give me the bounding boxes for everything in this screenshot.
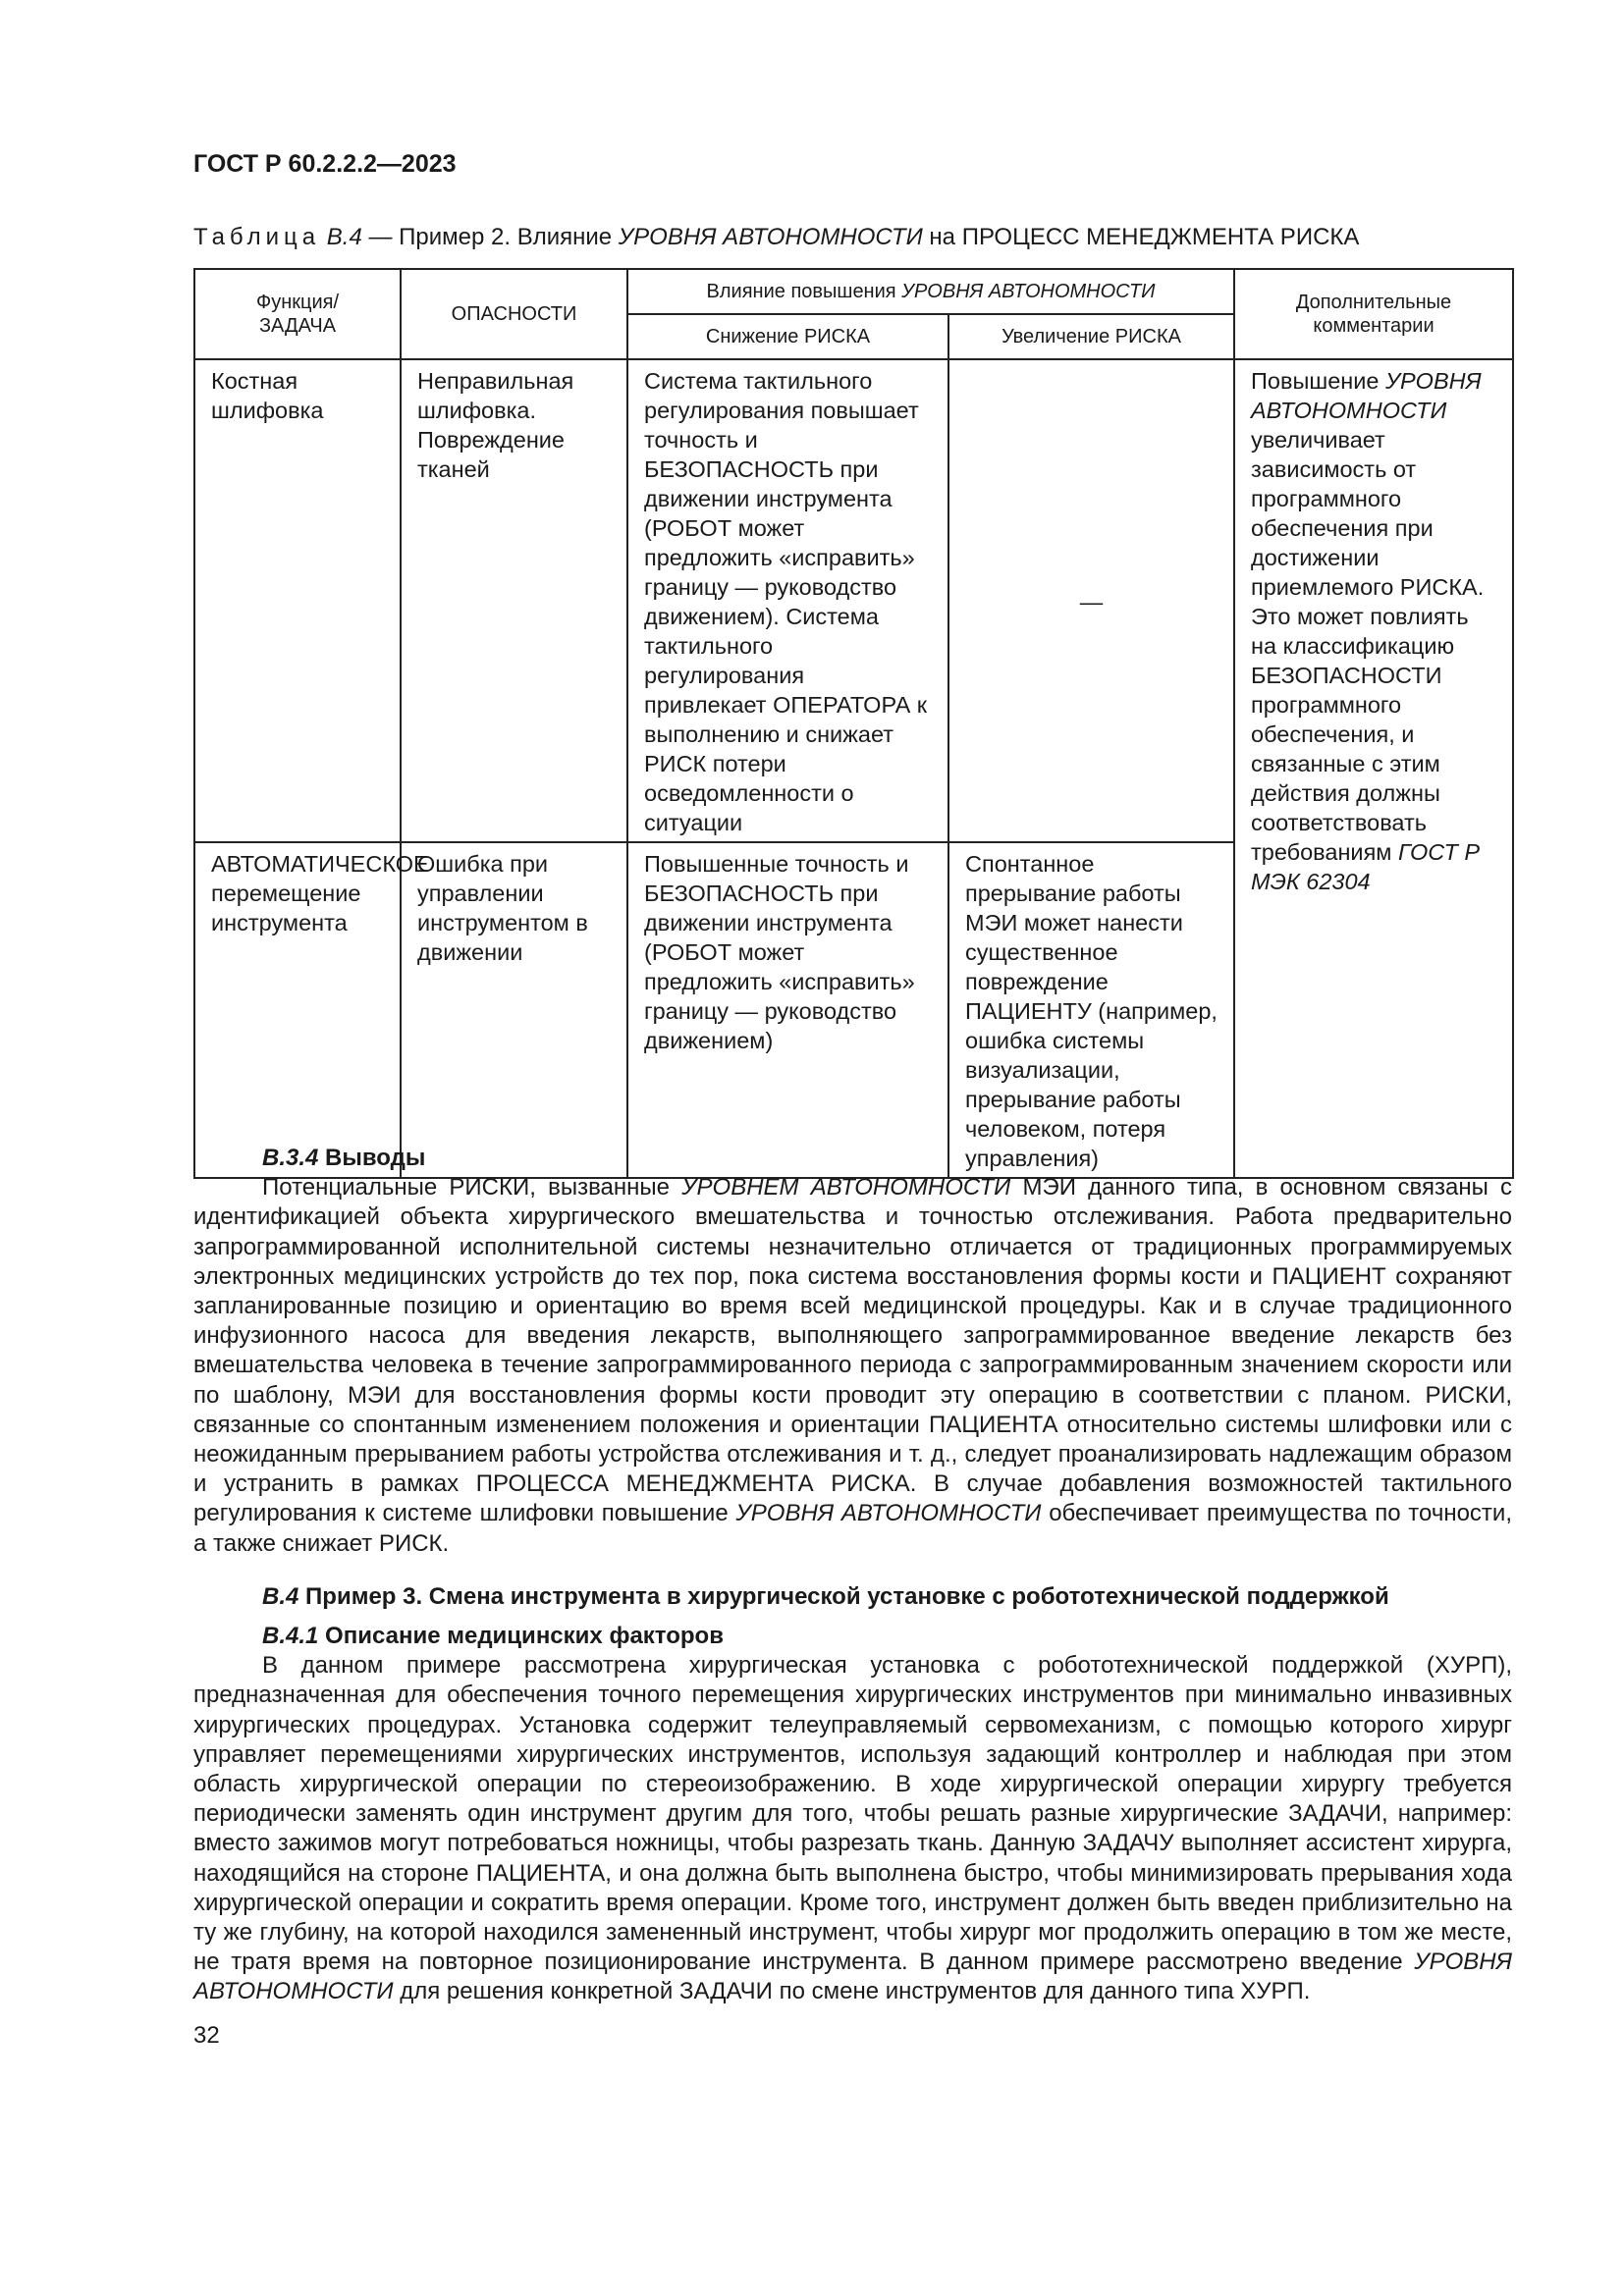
row1-function: Костная шлифовка xyxy=(194,359,401,842)
header-hazards: ОПАСНОСТИ xyxy=(401,269,627,359)
section-b4 xyxy=(193,1582,1512,1612)
risk-table xyxy=(193,268,1514,1179)
section-b34 xyxy=(193,1144,1512,1559)
comment-cell: Повышение УРОВНЯ АВТОНОМНОСТИ увеличивает зависимость от программного обеспечения при достижении приемлемого РИСКА. Это может повлиять на классификацию БЕЗОПАСНОСТИ программного обеспечения, и связанные с этим действия должны соответствовать требованиям ГОСТ Р МЭК 62304 xyxy=(1234,359,1513,1178)
section-b34-heading: В.3.4 Выводы xyxy=(262,1145,426,1171)
table-caption-text: — Пример 2. Влияние xyxy=(361,224,619,250)
section-b41 xyxy=(193,1622,1512,2007)
page-number: 32 xyxy=(193,2022,220,2049)
table-caption-italic: УРОВНЯ АВТОНОМНОСТИ xyxy=(618,224,923,250)
header-risk-increase: Увеличение РИСКА xyxy=(948,314,1234,359)
header-function: Функция/ ЗАДАЧА xyxy=(194,269,401,359)
row1-hazard: Неправильная шлифовка. Повреждение тканей xyxy=(401,359,627,842)
table-caption-number: В.4 xyxy=(326,224,362,250)
document-header: ГОСТ Р 60.2.2.2—2023 xyxy=(193,150,457,178)
section-b4-heading: В.4 Пример 3. Смена инструмента в хирургической установке с робототехнической поддержкой xyxy=(262,1583,1389,1610)
row2-risk-increase: Спонтанное прерывание работы МЭИ может нанести существенное повреждение ПАЦИЕНТУ (например, ошибка системы визуализации, прерывание работы человеком, потеря управления) xyxy=(948,842,1234,1178)
header-influence: Влияние повышения УРОВНЯ АВТОНОМНОСТИ xyxy=(627,269,1234,314)
row1-risk-increase: — xyxy=(948,359,1234,842)
header-risk-decrease: Снижение РИСКА xyxy=(627,314,948,359)
table-caption xyxy=(193,224,1359,251)
section-b41-heading: В.4.1 Описание медицинских факторов xyxy=(262,1623,724,1649)
row2-function: АВТОМАТИЧЕСКОЕ перемещение инструмента xyxy=(194,842,401,1178)
table-caption-text-end: на ПРОЦЕСС МЕНЕДЖМЕНТА РИСКА xyxy=(922,224,1360,250)
section-b34-paragraph: Потенциальные РИСКИ, вызванные УРОВНЕМ АВТОНОМНОСТИ МЭИ данного типа, в основном связаны с идентификацией объекта хирургического вмешательства и точностью отслеживания. Работа предварительно запрограммированной исполнительной системы незначительно отличается от традиционных программируемых электронных медицинских устройств до тех пор, пока система восстановления формы кости и ПАЦИЕНТ сохраняют запланированные позицию и ориентацию во время всей медицинской процедуры. Как и в случае традиционного инфузионного насоса для введения лекарств, выполняющего запрограммированное введение лекарств без вмешательства человека в течение запрограммированного периода с запрограммированным значением скорости или по шаблону, МЭИ для восстановления формы кости проводит эту операцию в соответствии с планом. РИСКИ, связанные со спонтанным изменением положения и ориентации ПАЦИЕНТА относительно системы шлифовки или с неожиданным прерыванием работы устройства отслеживания и т. д., следует проанализировать надлежащим образом и устранить в рамках ПРОЦЕССА МЕНЕДЖМЕНТА РИСКА. В случае добавления возможностей тактильного регулирования к системе шлифовки повышение УРОВНЯ АВТОНОМНОСТИ обеспечивает преимущества по точности, а также снижает РИСК. xyxy=(193,1174,1513,1557)
row2-risk-decrease: Повышенные точность и БЕЗОПАСНОСТЬ при движении инструмента (РОБОТ может предложить «исправить» границу — руководство движением) xyxy=(627,842,948,1178)
row2-hazard: Ошибка при управлении инструментом в движении xyxy=(401,842,627,1178)
row1-risk-decrease: Система тактильного регулирования повышает точность и БЕЗОПАСНОСТЬ при движении инструмента (РОБОТ может предложить «исправить» границу — руководство движением). Система тактильного регулирования привлекает ОПЕРАТОРА к выполнению и снижает РИСК потери осведомленности о ситуации xyxy=(627,359,948,842)
header-comments: Дополнительные комментарии xyxy=(1234,269,1513,359)
table-caption-word: Таблица xyxy=(193,224,321,250)
section-b41-paragraph: В данном примере рассмотрена хирургическая установка с робототехнической поддержкой (ХУРП), предназначенная для обеспечения точного перемещения хирургических инструментов при минимально инвазивных хирургических процедурах. Установка содержит телеуправляемый сервомеханизм, с помощью которого хирург управляет перемещениями хирургических инструментов, используя задающий контроллер и наблюдая при этом область хирургической операции по стереоизображению. В ходе хирургической операции хирургу требуется периодически заменять один инструмент другим для того, чтобы решать разные хирургические ЗАДАЧИ, например: вместо зажимов могут потребоваться ножницы, чтобы разрезать ткань. Данную ЗАДАЧУ выполняет ассистент хирурга, находящийся на стороне ПАЦИЕНТА, и она должна быть выполнена быстро, чтобы минимизировать прерывания хода хирургической операции и сократить время операции. Кроме того, инструмент должен быть введен приблизительно на ту же глубину, на которой находился замененный инструмент, чтобы хирург мог продолжить операцию в том же месте, не тратя время на повторное позиционирование инструмента. В данном примере рассмотрено введение УРОВНЯ АВТОНОМНОСТИ для решения конкретной ЗАДАЧИ по смене инструментов для данного типа ХУРП. xyxy=(193,1652,1512,2005)
